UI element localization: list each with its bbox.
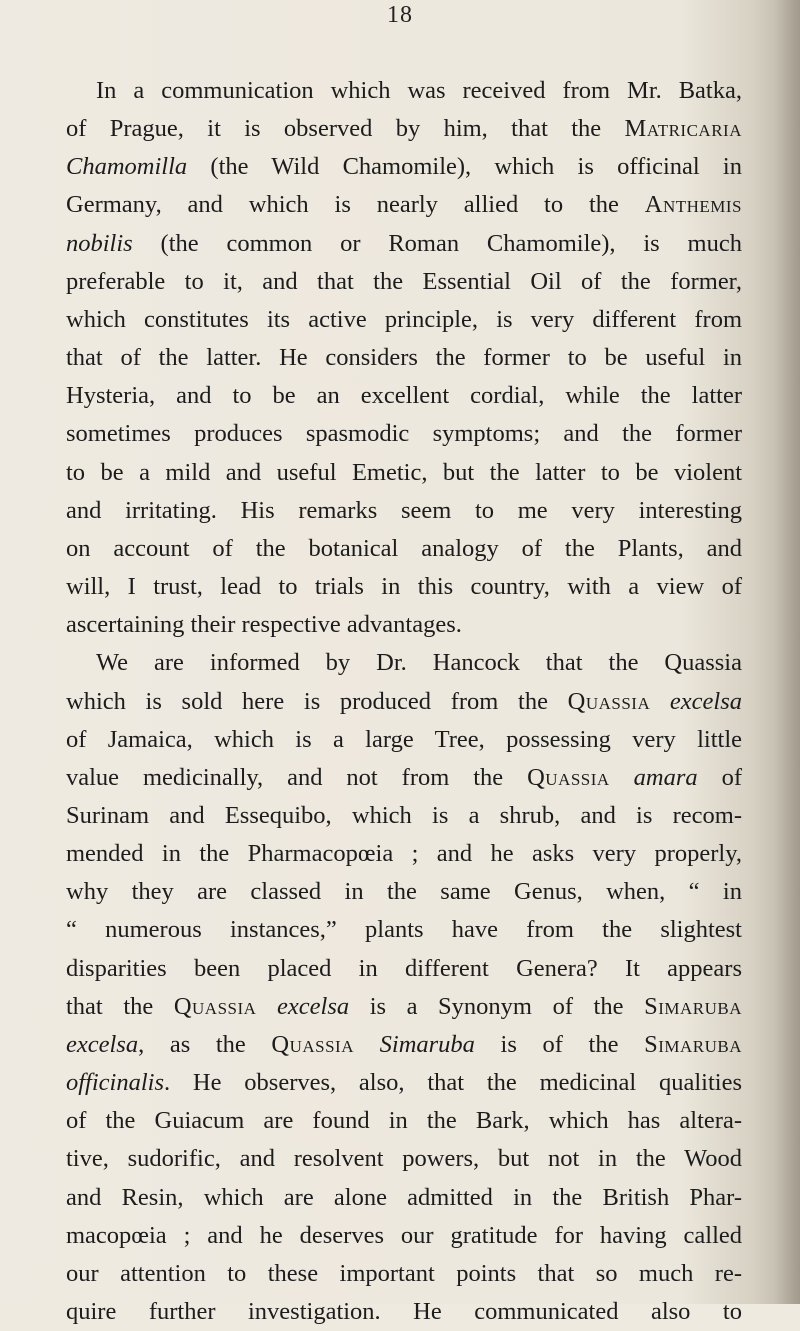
text-line: disparities been placed in different Genera? It appears: [66, 954, 742, 982]
page-edge-shadow: [774, 0, 800, 1304]
text-line: sometimes produces spasmodic symptoms; and the former: [66, 420, 742, 448]
text-line: ascertaining their respective advantages.: [66, 611, 462, 639]
text-line: Chamomilla (the Wild Chamomile), which is officinal in: [66, 153, 742, 181]
text-line: quire further investigation. He communicated also to: [66, 1298, 742, 1325]
text-line: which is sold here is produced from the Quassia excelsa: [66, 687, 742, 715]
text-line: Germany, and which is nearly allied to the Anthemis: [66, 191, 742, 219]
text-line: why they are classed in the same Genus, when, “ in: [66, 878, 742, 906]
text-line: that the Quassia excelsa is a Synonym of the Simaruba: [66, 992, 742, 1020]
text-line: that of the latter. He considers the former to be useful in: [66, 344, 742, 372]
text-line: and Resin, which are alone admitted in the British Phar-: [66, 1183, 742, 1211]
text-line: We are informed by Dr. Hancock that the Quassia: [96, 649, 742, 677]
text-line: on account of the botanical analogy of the Plants, and: [66, 534, 742, 562]
text-line: nobilis (the common or Roman Chamomile), is much: [66, 229, 742, 257]
text-line: our attention to these important points that so much re-: [66, 1259, 742, 1287]
text-line: of Prague, it is observed by him, that the Matricaria: [66, 115, 742, 143]
text-line: officinalis. He observes, also, that the medicinal qualities: [66, 1069, 742, 1097]
text-line: mended in the Pharmacopœia ; and he asks very properly,: [66, 840, 742, 868]
text-line: In a communication which was received from Mr. Batka,: [96, 77, 742, 104]
text-line: of Jamaica, which is a large Tree, possessing very little: [66, 725, 742, 753]
page-number: 18: [387, 2, 413, 28]
text-line: macopœia ; and he deserves our gratitude for having called: [66, 1221, 742, 1249]
text-line: Surinam and Essequibo, which is a shrub, and is recom-: [66, 801, 742, 829]
text-line: will, I trust, lead to trials in this country, with a view of: [66, 573, 742, 601]
text-line: value medicinally, and not from the Quassia amara of: [66, 763, 742, 791]
text-line: excelsa, as the Quassia Simaruba is of the Simaruba: [66, 1030, 743, 1058]
text-line: “ numerous instances,” plants have from the slightest: [66, 916, 742, 944]
text-line: and irritating. His remarks seem to me very interesting: [66, 496, 742, 524]
text-line: which constitutes its active principle, is very different from: [66, 305, 742, 333]
text-line: preferable to it, and that the Essential Oil of the former,: [66, 267, 742, 295]
text-line: Hysteria, and to be an excellent cordial, while the latter: [66, 382, 742, 410]
body-text: [66, 72, 742, 1331]
text-line: of the Guiacum are found in the Bark, which has altera-: [66, 1107, 742, 1135]
text-line: to be a mild and useful Emetic, but the latter to be violent: [66, 458, 742, 486]
text-line: tive, sudorific, and resolvent powers, but not in the Wood: [66, 1145, 742, 1173]
